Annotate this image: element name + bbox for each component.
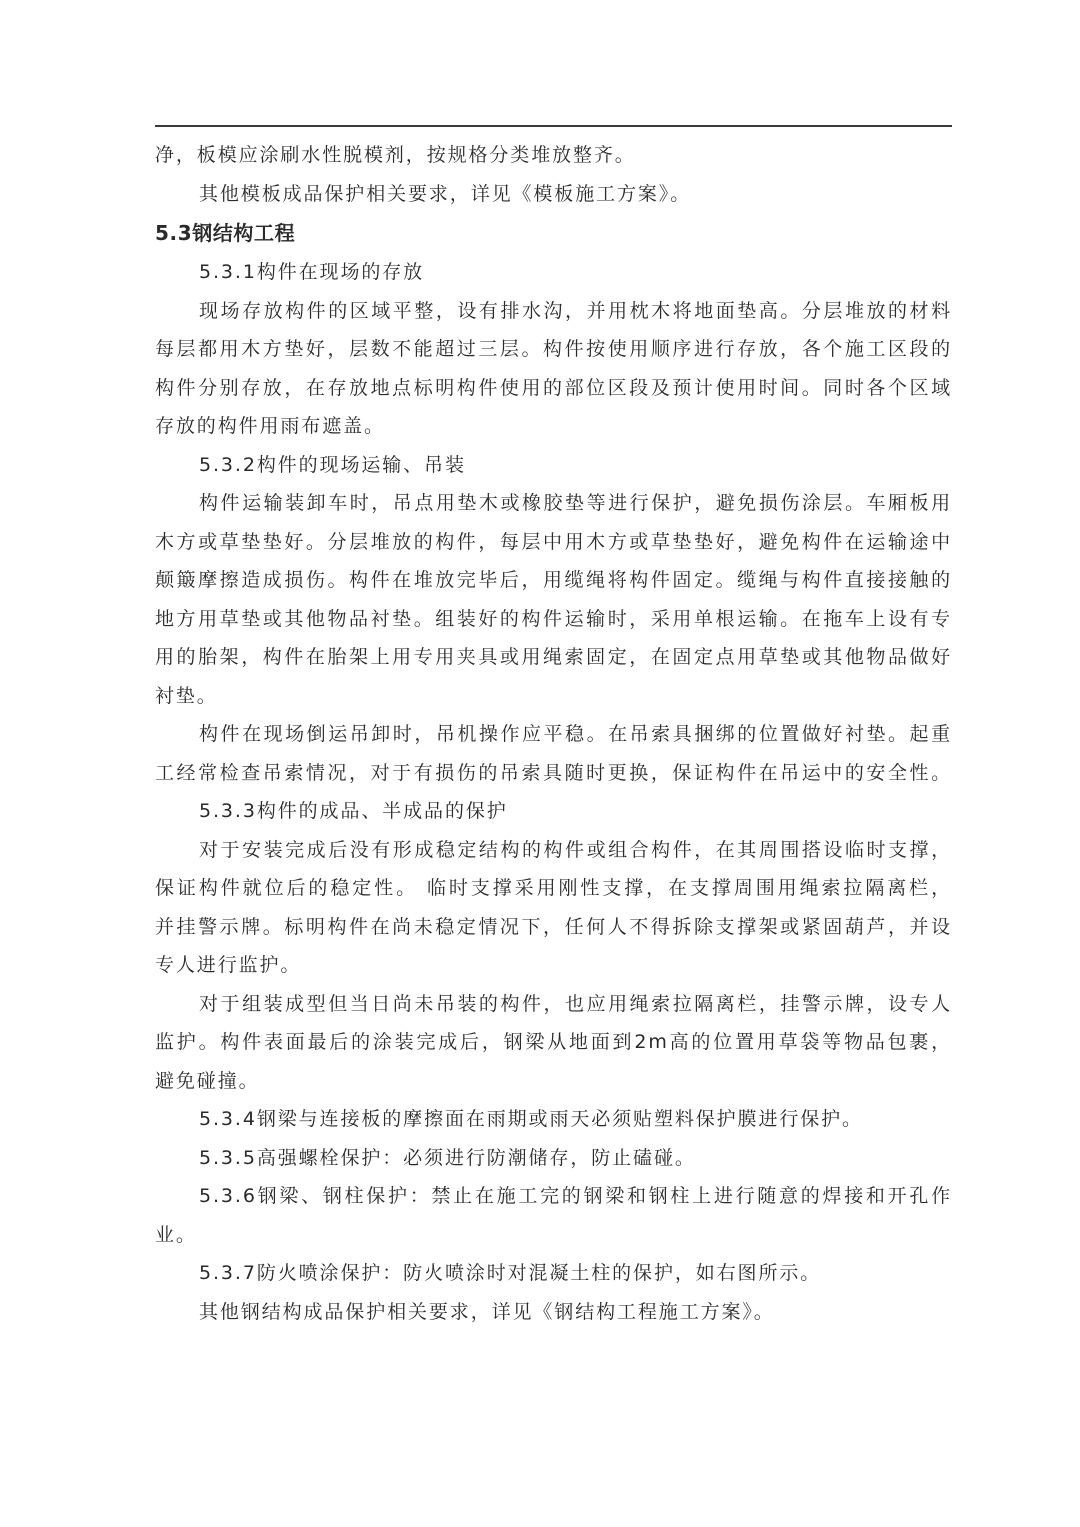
subsection-heading: 5.3.2构件的现场运输、吊装 [199, 453, 466, 476]
header-rule [155, 125, 952, 127]
paragraph-line: 衬垫。 [155, 684, 218, 707]
paragraph-line: 对于组装成型但当日尚未吊装的构件，也应用绳索拉隔离栏，挂警示牌，设专人 [199, 992, 952, 1015]
paragraph-line: 净，板模应涂刷水性脱模剂，按规格分类堆放整齐。 [155, 144, 636, 166]
paragraph-line: 构件运输装卸车时，吊点用垫木或橡胶垫等进行保护，避免损伤涂层。车厢板用 [199, 492, 952, 514]
paragraph-line: 工经常检查吊索情况，对于有损伤的吊索具随时更换，保证构件在吊运中的安全性。 [155, 761, 952, 784]
paragraph-line: 保证构件就位后的稳定性。 临时支撑采用刚性支撑，在支撑周围用绳索拉隔离栏， [155, 877, 952, 899]
paragraph-line: 其他钢结构成品保护相关要求，详见《钢结构工程施工方案》。 [199, 1300, 775, 1323]
subsection-line: 5.3.4钢梁与连接板的摩擦面在雨期或雨天必须贴塑料保护膜进行保护。 [199, 1108, 863, 1130]
paragraph-line: 木方或草垫垫好。分层堆放的构件，每层中用木方或草垫垫好，避免构件在运输途中 [155, 530, 952, 553]
paragraph-line: 用的胎架，构件在胎架上用专用夹具或用绳索固定，在固定点用草垫或其他物品做好 [155, 646, 952, 668]
paragraph-line: 对于安装完成后没有形成稳定结构的构件或组合构件，在其周围搭设临时支撑， [199, 838, 952, 861]
paragraph-line: 业。 [155, 1223, 197, 1246]
subsection-heading: 5.3.1构件在现场的存放 [199, 261, 425, 283]
paragraph-line: 地方用草垫或其他物品衬垫。组装好的构件运输时，采用单根运输。在拖车上设有专 [155, 607, 952, 630]
document-body [155, 136, 952, 1331]
subsection-heading: 5.3.3构件的成品、半成品的保护 [199, 800, 508, 822]
paragraph-line: 专人进行监护。 [155, 954, 302, 976]
paragraph-line: 避免碰撞。 [155, 1069, 260, 1092]
paragraph-line: 颠簸摩擦造成损伤。构件在堆放完毕后，用缆绳将构件固定。缆绳与构件直接接触的 [155, 569, 952, 591]
paragraph-line: 监护。构件表面最后的涂装完成后，钢梁从地面到2m高的位置用草袋等物品包裹， [155, 1031, 952, 1053]
section-heading: 5.3钢结构工程 [155, 221, 296, 245]
subsection-line: 5.3.6钢梁、钢柱保护：禁止在施工完的钢梁和钢柱上进行随意的焊接和开孔作 [199, 1185, 952, 1207]
subsection-line: 5.3.7防火喷涂保护：防火喷涂时对混凝土柱的保护，如右图所示。 [199, 1262, 822, 1284]
paragraph-line: 每层都用木方垫好，层数不能超过三层。构件按使用顺序进行存放，各个施工区段的 [155, 338, 952, 360]
paragraph-line: 构件分别存放，在存放地点标明构件使用的部位区段及预计使用时间。同时各个区域 [155, 376, 952, 399]
paragraph-line: 其他模板成品保护相关要求，详见《模板施工方案》。 [199, 182, 692, 205]
paragraph-line: 构件在现场倒运吊卸时，吊机操作应平稳。在吊索具捆绑的位置做好衬垫。起重 [199, 723, 952, 745]
paragraph-line: 存放的构件用雨布遮盖。 [155, 415, 385, 437]
paragraph-line: 并挂警示牌。标明构件在尚未稳定情况下，任何人不得拆除支撑架或紧固葫芦，并设 [155, 915, 952, 938]
paragraph-line: 现场存放构件的区域平整，设有排水沟，并用枕木将地面垫高。分层堆放的材料 [199, 299, 952, 322]
subsection-line: 5.3.5高强螺栓保护：必须进行防潮储存，防止磕碰。 [199, 1146, 696, 1169]
